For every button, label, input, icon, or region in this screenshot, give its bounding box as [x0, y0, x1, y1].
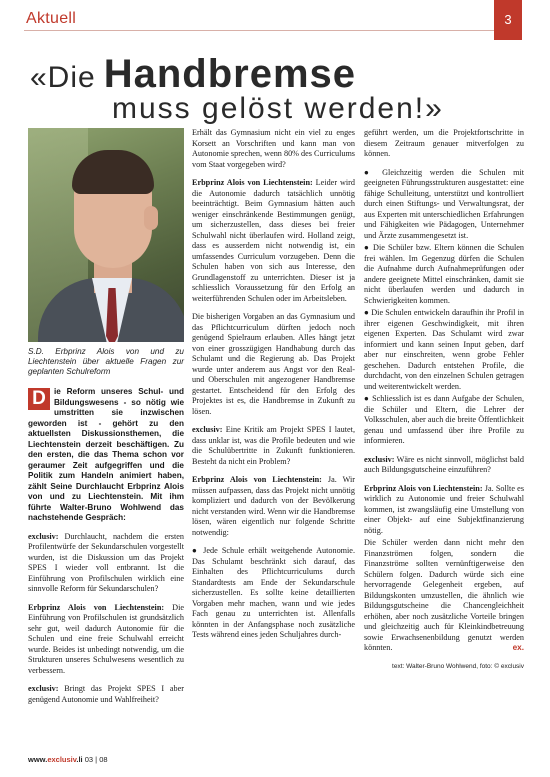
speaker-label: Erbprinz Alois von Liechtenstein:: [192, 475, 322, 484]
header-divider: [24, 30, 510, 31]
site-prefix: www.: [28, 755, 48, 764]
footer: [28, 755, 108, 764]
headline-keyword: Handbremse: [103, 52, 357, 96]
question-text: Bringt das Projekt SPES I aber genügend Autonomie und Wahlfreiheit?: [28, 684, 184, 704]
answer-text: Die Einführung von Profilschulen ist grundsätzlich sehr gut, weil dadurch Autonomie für die Schulen und eine freie Schulwahl erreicht wurde. Beides ist unbedingt notwendig, um die Strukturen unseres Schulwesens wesentlich zu verbessern.: [28, 602, 184, 675]
paragraph: geführt werden, um die Projektfortschritte in diesem Zeitraum genauer mitverfolgen zu können.: [364, 128, 524, 158]
article-column-3: [364, 128, 524, 672]
paragraph: [364, 538, 524, 654]
speaker-label: exclusiv:: [192, 425, 223, 434]
site-brand: exclusiv: [47, 755, 77, 764]
headline-quote: «Die: [30, 61, 96, 94]
bullet-item: ● Schliesslich ist es dann Aufgabe der Schulen, die Schüler und Eltern, die Lehrer der Volksschulen, aber auch die breite Öffentlichkeit genau und umfassend über ihre Profile zu informieren.: [364, 394, 524, 445]
lead-text: ie Reform unseres Schul- und Bildungswesens - so nötig wie umstritten sie inzwischen geworden ist - gehört zu den aktuellsten Diskussionsthemen, die Liechtenstein derzeit beschäftigen. Zu den ersten, die das Thema schon vor geraumer Zeit aufgegriffen und die Politik zum Handeln animiert haben, zählt Seine Durchlaucht Erbprinz Alois von und zu Liechtenstein. Mit ihm führte Walter-Bruno Wohlwend das nachstehende Gespräch:: [28, 387, 184, 522]
site-suffix: .li: [76, 755, 83, 764]
lead-paragraph: [28, 387, 184, 524]
photo-caption: S.D. Erbprinz Alois von und zu Liechtenstein über aktuelle Fragen zur geplanten Schulreform: [28, 347, 184, 376]
question-text: Durchlaucht, nachdem die ersten Profilentwürfe der Sekundarschulen vorgestellt wurden, ist die Diskussion um das Projekt SPES I wieder voll entbrannt. Ist die Einführung von Profilschulen wirklich eine sinnvolle Reform für Sekundarschulen?: [28, 531, 184, 593]
bullet-item: ● Die Schüler bzw. Eltern können die Schulen frei wählen. Im Gegenzug dürfen die Schulen die Aufnahme durch Aufnahmeprüfungen oder andere geeignete Mittel einschränken, damit sie nicht überlaufen werden und dadurch in Schwierigkeiten kommen.: [364, 243, 524, 305]
article-column-2: [192, 128, 355, 649]
bullet-item: ● Jede Schule erhält weitgehende Autonomie. Das Schulamt beschränkt sich darauf, das Einhalten des Pflichtcurriculums durch Standardtests am Ende der Sekundarschule sicherzustellen. Es sollte keine detaillierten Vorgaben mehr machen, wann und wie jedes Fach genau zu unterrichten ist. Allenfalls könnten in der Anfangsphase noch zusätzliche Tests während eines jeden Schuljahres durch-: [192, 546, 355, 639]
paragraph: Die bisherigen Vorgaben an das Gymnasium und das Pflichtcurriculum dürften jedoch noch genügend Spielraum erlauben. Alles hängt jetzt von einer grosszügigen Handhabung durch das Schulamt und die Regierung ab. Das Projekt wurde unter anderem aus Angst vor den Real- und Oberschulen mit angezogener Handbremse gestartet. Entscheidend für den Erfolg des Projektes ist es, die Handbremse in Zukunft zu lösen.: [192, 312, 355, 416]
bullet-item: ● Gleichzeitig werden die Schulen mit geeigneten Führungsstrukturen ausgestattet: eine fähige Schulleitung, unterstützt und kontrolliert durch einen Stiftungs- und Verwaltungsrat, der aus Experten mit unterschiedlichen Erfahrungen und Fähigkeiten wie Pädagogen, Unternehmer und Ärzte zusammengesetzt ist.: [364, 167, 524, 240]
bullet-item: ● Die Schulen entwickeln daraufhin ihr Profil in ihrer eigenen Geschwindigkeit, mit ihren eigenen Experten. Das Schulamt wird zwar informiert und kann seinen Input geben, darf aber nur einschreiten, wenn grobe Fehler geschehen. Dadurch entstehen Profile, die durchdacht, von den einzelnen Schulen getragen und weiterentwickelt werden.: [364, 308, 524, 391]
paragraph: Erhält das Gymnasium nicht ein viel zu enges Korsett an Vorschriften und kann man von Autonomie sprechen, wenn 80% des Curriculums vom Staat vorgegeben wird?: [192, 128, 355, 169]
answer-2: [192, 178, 355, 304]
end-mark: ex.: [512, 643, 524, 652]
credit-line: text: Walter-Bruno Wohlwend, foto: © exclusiv: [392, 662, 524, 670]
speaker-label: exclusiv:: [28, 684, 59, 693]
issue-number: 03 | 08: [84, 755, 108, 764]
question-3: [192, 425, 355, 467]
question-1: [28, 532, 184, 595]
speaker-label: exclusiv:: [28, 531, 59, 541]
speaker-label: Erbprinz Alois von Liechtenstein:: [192, 178, 313, 187]
speaker-label: exclusiv:: [364, 454, 395, 464]
question-4: [364, 455, 524, 476]
page-number: 3: [494, 0, 522, 40]
answer-1: [28, 603, 184, 677]
section-label: Aktuell: [26, 10, 77, 27]
answer-text: Ja. Sollte es wirklich zu Autonomie und freier Schulwahl kommen, ist zwangsläufig eine Umstellung von einer Objekt- auf eine Subjektfinanzierung nötig.: [364, 483, 525, 535]
speaker-label: Erbprinz Alois von Liechtenstein:: [364, 483, 483, 493]
headline-line-2: muss gelöst werden!»: [112, 92, 444, 125]
drop-cap: D: [28, 388, 50, 410]
question-text: Eine Kritik am Projekt SPES I lautet, dass unklar ist, was die Profile bedeuten und wie die Schulübertritte in Zukunft funktionieren. Besteht da nicht ein Problem?: [192, 425, 355, 466]
paragraph-text: Die Schüler werden dann nicht mehr den Finanzströmen folgen, sondern die Finanzströme sollten vernünftigerweise den Schülern folgen. Dadurch würde sich eine hervorragende Gelegenheit ergeben, auf Bildungskonten umzustellen, die ähnlich wie Bildungsgutscheine die Chancengleichheit erhöhen, aber noch zusätzliche Vorteile bringen und gleichzeitig auch für Kleinkindbetreuung sowie Erwachsenenbildung genutzt werden könnten.: [364, 538, 524, 652]
answer-4: [364, 484, 524, 537]
answer-text: Leider wird die Autonomie dadurch tatsächlich unnötig beeinträchtigt. Beim Gymnasium hätten auch weniger einschränkende Bestimmungen genügt, um sicherzustellen, dass dieses bei freier Schulwahl nicht überlaufen wird. Holland zeigt, dass es ausserdem nicht notwendig ist, ein umfassendes Curriculum vorzugeben. Denn die Schulen haben von sich aus Interesse, den Grundlagenstoff zu unterrichten. Dieser ist ja schliesslich Voraussetzung für den Erfolg an weiterführenden Schulen oder im Arbeitsleben.: [192, 178, 355, 303]
answer-text: Ja. Wir müssen aufpassen, dass das Projekt nicht unnötig kompliziert und dadurch von der Bevölkerung nicht verstanden wird. Wenn wir die Handbremse lösen, wären eigentlich nur folgende Schritte notwendig:: [192, 475, 355, 537]
portrait-photo: [28, 128, 184, 342]
headline-line-1: [30, 52, 520, 97]
question-text: Wäre es nicht sinnvoll, möglichst bald auch Bildungsgutscheine einzuführen?: [364, 454, 524, 474]
article-column-1: [28, 128, 184, 713]
speaker-label: Erbprinz Alois von Liechtenstein:: [28, 602, 165, 612]
answer-3: [192, 475, 355, 538]
question-2: [28, 684, 184, 705]
